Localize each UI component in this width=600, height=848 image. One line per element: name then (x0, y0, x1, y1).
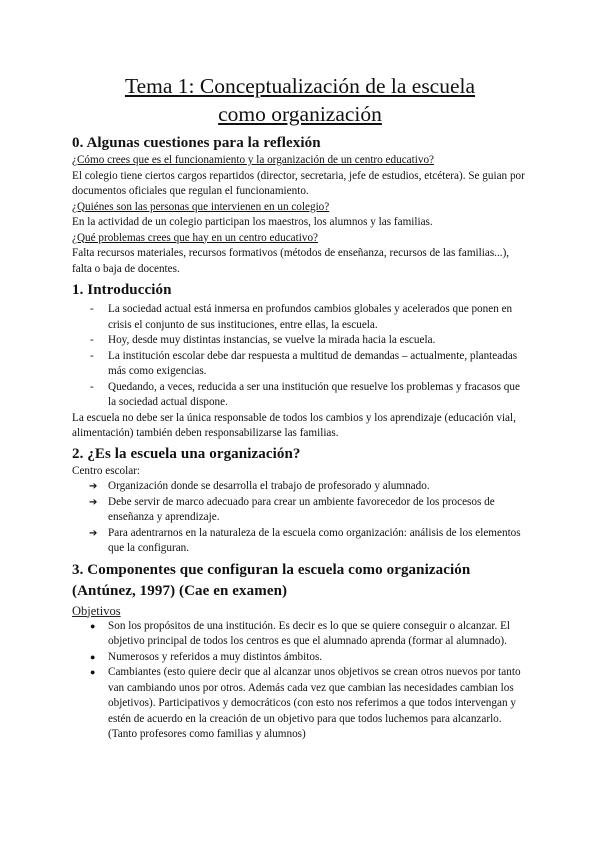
question-2: ¿Quiénes son las personas que intervienen en un colegio? (72, 200, 330, 213)
answer-1: El colegio tiene ciertos cargos repartidos (director, secretaria, jefe de estudios, etcétera). Se guian por documentos oficiales que regulan el funcionamiento. (72, 169, 525, 197)
answer-2: En la actividad de un colegio participan los maestros, los alumnos y las familias. (72, 216, 433, 228)
list-item: - Quedando, a veces, reducida a ser una institución que resuelve los problemas y fracasos que la sociedad actual dispone. (90, 380, 520, 408)
subheading-objetivos: Objetivos (72, 603, 121, 618)
section-2-intro: Centro escolar: (72, 464, 141, 477)
arrow-right-icon: ➔ (89, 496, 98, 508)
document-title (72, 72, 528, 128)
list-item: - La sociedad actual está inmersa en profundos cambios globales y acelerados que ponen en crisis el conjunto de sus instituciones, entre ellas, la escuela. (90, 303, 513, 331)
section-0-heading: 0. Algunas cuestiones para la reflexión (72, 135, 321, 151)
section-2 (72, 444, 528, 557)
intro-paragraph: La escuela no debe ser la única responsable de todos los cambios y los aprendizaje (educación vial, alimentación) también deben responsabilizarse las familias. (72, 411, 516, 439)
dash-marker: - (90, 334, 94, 346)
list-item: ➔ Para adentrarnos en la naturaleza de la escuela como organización: análisis de los elementos que la configuran. (89, 526, 521, 554)
dash-marker: - (90, 349, 94, 362)
list-item: - La institución escolar debe dar respuesta a multitud de demandas – actualmente, planteadas más como exigencias. (90, 349, 518, 377)
dash-marker: - (90, 303, 94, 315)
list-item: - Hoy, desde muy distintas instancias, se vuelve la mirada hacia la escuela. (72, 333, 528, 349)
arrow-right-icon: ➔ (89, 481, 98, 492)
bullet-icon: ● (90, 620, 96, 631)
document-page (72, 72, 528, 743)
section-2-heading: 2. ¿Es la escuela una organización? (72, 445, 301, 462)
list-item: ● Son los propósitos de una institución. Es decir es lo que se quiere conseguir o alcanzar. El objetivo principal de todos los centros es que el alumnado aprenda (formar al alumnado). (90, 619, 511, 647)
list-item: ● Numerosos y referidos a muy distintos ámbitos. (72, 650, 528, 666)
bullet-icon: ● (90, 667, 96, 677)
section-1-heading: 1. Introducción (72, 282, 172, 298)
section-0 (72, 133, 528, 277)
bullet-icon: ● (90, 651, 96, 662)
arrow-list (72, 479, 528, 557)
title-line-1: Tema 1: Conceptualización de la escuela (124, 74, 476, 98)
section-3-heading: 3. Componentes que configuran la escuela como organización (Antúnez, 1997) (Cae en examen) (72, 561, 471, 599)
section-3 (72, 560, 528, 743)
list-item: ➔ Debe servir de marco adecuado para crear un ambiente favorecedor de los procesos de enseñanza y aprendizaje. (89, 495, 495, 523)
answer-3: Falta recursos materiales, recursos formativos (métodos de enseñanza, recursos de las familias...), falta o baja de docentes. (72, 247, 510, 275)
list-item: ➔ Organización donde se desarrolla el trabajo de profesorado y alumnado. (72, 479, 528, 495)
section-1 (72, 280, 528, 442)
intro-dash-list (72, 302, 528, 411)
question-3: ¿Qué problemas crees que hay en un centro educativo? (72, 231, 319, 244)
bullet-list (72, 619, 528, 743)
title-line-2: como organización (218, 102, 382, 126)
arrow-right-icon: ➔ (89, 527, 98, 539)
question-1: ¿Cómo crees que es el funcionamiento y la organización de un centro educativo? (72, 154, 435, 166)
list-item: ● Cambiantes (esto quiere decir que al alcanzar unos objetivos se crean otros nuevos por tanto van cambiando unos por otros. Además cada vez que cambian las necesidades cambian los objetivos). Participativos y democráticos (con esto nos referimos a que todos intervengan y estén de acuerdo en la creación de un objetivo para que todos luchemos para alcanzarlo. (Tanto profesores como familias y alumnos) (90, 666, 521, 740)
dash-marker: - (90, 380, 94, 393)
